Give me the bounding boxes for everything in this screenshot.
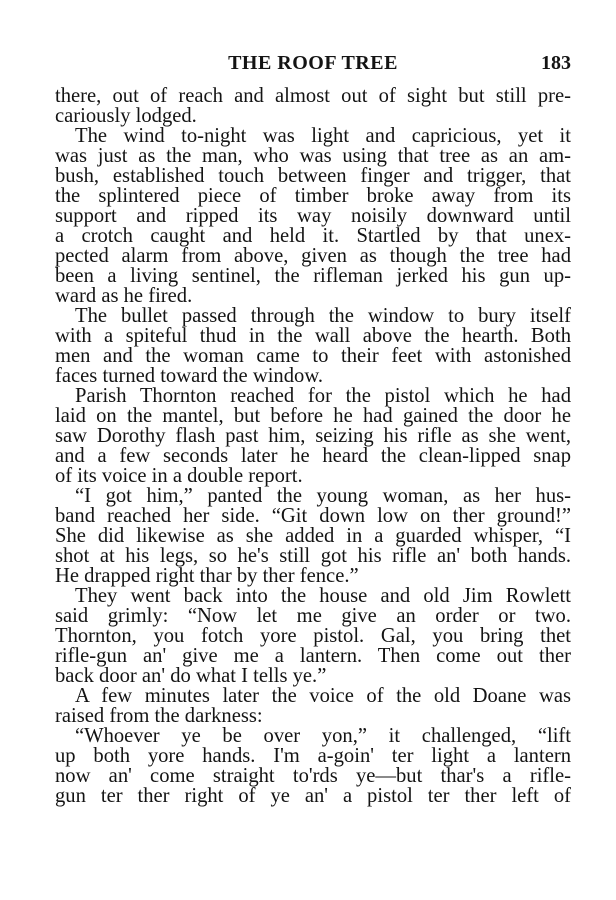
text-line: A few minutes later the voice of the old Doane was bbox=[75, 685, 571, 707]
text-line: laid on the mantel, but before he had gained the door he bbox=[55, 405, 571, 427]
text-line: raised from the darkness: bbox=[55, 705, 263, 727]
text-line: cariously lodged. bbox=[55, 105, 197, 127]
text-line: and a few seconds later he heard the clean-lipped snap bbox=[55, 445, 571, 467]
text-line: pected alarm from above, given as though the tree had bbox=[55, 245, 571, 267]
text-line: Thornton, you fotch yore pistol. Gal, you bring thet bbox=[55, 625, 571, 647]
page-number: 183 bbox=[541, 52, 571, 74]
text-line: said grimly: “Now let me give an order or two. bbox=[55, 605, 571, 627]
text-line: the splintered piece of timber broke away from its bbox=[55, 185, 571, 207]
text-line: They went back into the house and old Jim Rowlett bbox=[75, 585, 571, 607]
text-line: up both yore hands. I'm a-goin' ter light a lantern bbox=[55, 745, 571, 767]
text-line: bush, established touch between finger and trigger, that bbox=[55, 165, 571, 187]
text-line: saw Dorothy flash past him, seizing his rifle as she went, bbox=[55, 425, 571, 447]
text-line: now an' come straight to'rds ye—but thar's a rifle- bbox=[55, 765, 571, 787]
text-line: was just as the man, who was using that tree as an am- bbox=[55, 145, 571, 167]
text-line: men and the woman came to their feet with astonished bbox=[55, 345, 571, 367]
text-line: rifle-gun an' give me a lantern. Then come out ther bbox=[55, 645, 571, 667]
text-line: He drapped right thar by ther fence.” bbox=[55, 565, 359, 587]
text-line: back door an' do what I tells ye.” bbox=[55, 665, 327, 687]
text-line: there, out of reach and almost out of sight but still pre- bbox=[55, 85, 571, 107]
text-line: The wind to-night was light and capricious, yet it bbox=[75, 125, 571, 147]
text-line: She did likewise as she added in a guarded whisper, “I bbox=[55, 525, 571, 547]
text-line: Parish Thornton reached for the pistol which he had bbox=[75, 385, 571, 407]
text-line: “I got him,” panted the young woman, as her hus- bbox=[75, 485, 571, 507]
page-header bbox=[55, 52, 571, 78]
text-line: support and ripped its way noisily downward until bbox=[55, 205, 571, 227]
text-line: with a spiteful thud in the wall above the hearth. Both bbox=[55, 325, 571, 347]
text-line: been a living sentinel, the rifleman jerked his gun up- bbox=[55, 265, 571, 287]
text-line: band reached her side. “Git down low on ther ground!” bbox=[55, 505, 571, 527]
body-text bbox=[55, 86, 571, 806]
text-line: gun ter ther right of ye an' a pistol ter ther left of bbox=[55, 785, 571, 807]
text-line: faces turned toward the window. bbox=[55, 365, 324, 387]
text-line: a crotch caught and held it. Startled by that unex- bbox=[55, 225, 571, 247]
text-line: shot at his legs, so he's still got his rifle an' both hands. bbox=[55, 545, 571, 567]
running-title: THE ROOF TREE bbox=[228, 52, 398, 74]
text-line: “Whoever ye be over yon,” it challenged, “lift bbox=[75, 725, 571, 747]
text-line: of its voice in a double report. bbox=[55, 465, 303, 487]
text-line: The bullet passed through the window to bury itself bbox=[75, 305, 571, 327]
text-line: ward as he fired. bbox=[55, 285, 193, 307]
